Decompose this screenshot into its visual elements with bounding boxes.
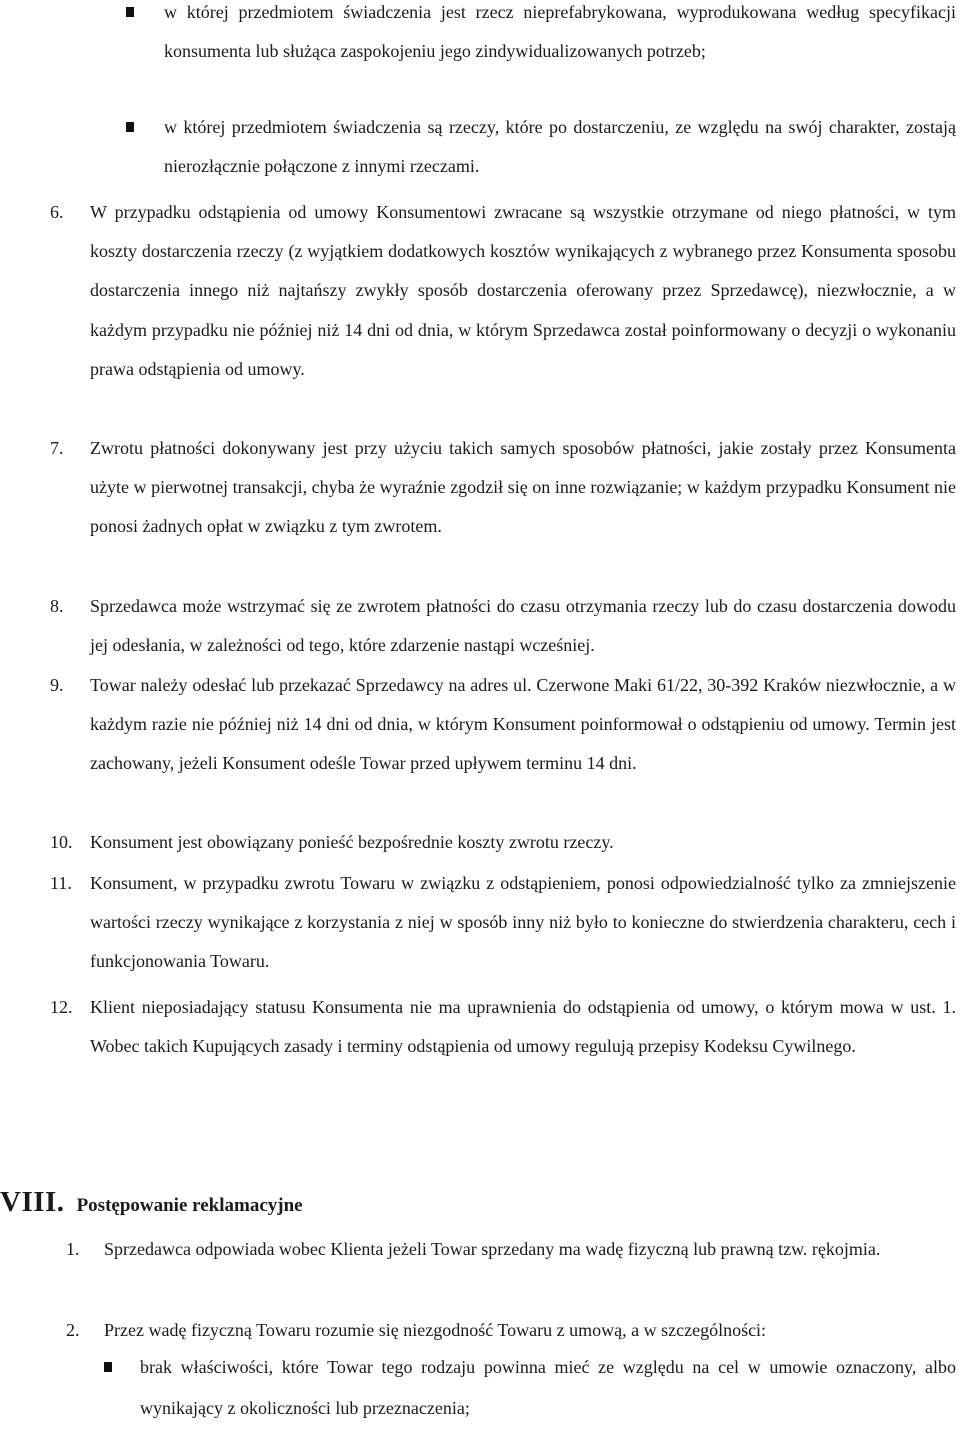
item-text: Towar należy odesłać lub przekazać Sprzedawcy na adres ul. Czerwone Maki 61/22, 30-392 Kraków niezwłocznie, a w każdym razie nie później niż 14 dni od dnia, w którym Konsument poinformował o odstąpieniu od umowy. Termin jest zachowany, jeżeli Konsument odeśle Towar przed upływem terminu 14 dni. [90, 675, 956, 774]
numbered-item-7 [50, 429, 956, 547]
section-item-2 [66, 1310, 956, 1351]
item-number: 10. [50, 832, 73, 852]
bullet-text: brak właściwości, które Towar tego rodzaju powinna mieć ze względu na cel w umowie oznaczony, albo wynikający z okoliczności lub przeznaczenia; [140, 1357, 956, 1418]
item-text: Konsument jest obowiązany ponieść bezpośrednie koszty zwrotu rzeczy. [90, 832, 614, 852]
numbered-item-12 [50, 988, 956, 1066]
section-heading [0, 1186, 303, 1230]
item-text: Klient nieposiadający statusu Konsumenta nie ma uprawnienia do odstąpienia od umowy, o którym mowa w ust. 1. Wobec takich Kupujących zasady i terminy odstąpienia od umowy regulują przepisy Kodeksu Cywilnego. [90, 997, 956, 1057]
item-text: Sprzedawca odpowiada wobec Klienta jeżeli Towar sprzedany ma wadę fizyczną lub prawną tzw. rękojmia. [104, 1239, 881, 1259]
item-text: W przypadku odstąpienia od umowy Konsumentowi zwracane są wszystkie otrzymane od niego płatności, w tym koszty dostarczenia rzeczy (z wyjątkiem dodatkowych kosztów wynikających z wybranego przez Konsumenta sposobu dostarczenia innego niż najtańszy zwykły sposób dostarczenia oferowany przez Sprzedawcę), niezwłocznie, a w każdym przypadku nie później niż 14 dni od dnia, w którym Sprzedawca został poinformowany o decyzji o wykonaniu prawa odstąpienia od umowy. [90, 202, 956, 379]
item-number: 12. [50, 997, 73, 1017]
bullet-text: w której przedmiotem świadczenia są rzeczy, które po dostarczeniu, ze względu na swój charakter, zostają nierozłącznie połączone z innymi rzeczami. [164, 117, 956, 176]
numbered-item-9 [50, 666, 956, 784]
section-item-1 [66, 1229, 956, 1270]
section-number: VIII. [0, 1186, 65, 1218]
item-text: Sprzedawca może wstrzymać się ze zwrotem płatności do czasu otrzymania rzeczy lub do czasu dostarczenia dowodu jej odesłania, w zależności od tego, które zdarzenie nastąpi wcześniej. [90, 596, 956, 656]
item-number: 7. [50, 438, 64, 458]
item-number: 8. [50, 596, 64, 616]
bullet-item [164, 0, 956, 71]
bullet-item [164, 108, 956, 186]
square-bullet-icon [126, 122, 134, 132]
sub-bullet-item [140, 1347, 956, 1429]
item-number: 2. [66, 1320, 80, 1340]
item-number: 6. [50, 202, 64, 222]
item-number: 1. [66, 1239, 80, 1259]
numbered-item-10 [50, 823, 956, 862]
item-number: 9. [50, 675, 64, 695]
bullet-text: w której przedmiotem świadczenia jest rzecz nieprefabrykowana, wyprodukowana według specyfikacji konsumenta lub służąca zaspokojeniu jego zindywidualizowanych potrzeb; [164, 2, 956, 61]
item-text: Przez wadę fizyczną Towaru rozumie się niezgodność Towaru z umową, a w szczególności: [104, 1320, 767, 1340]
item-number: 11. [50, 873, 72, 893]
numbered-item-11 [50, 864, 956, 982]
numbered-item-6 [50, 193, 956, 389]
square-bullet-icon [104, 1362, 112, 1372]
square-bullet-icon [126, 7, 134, 17]
item-text: Konsument, w przypadku zwrotu Towaru w związku z odstąpieniem, ponosi odpowiedzialność tylko za zmniejszenie wartości rzeczy wynikające z korzystania z niej w sposób inny niż było to konieczne do stwierdzenia charakteru, cech i funkcjonowania Towaru. [90, 873, 956, 972]
item-text: Zwrotu płatności dokonywany jest przy użyciu takich samych sposobów płatności, jakie zostały przez Konsumenta użyte w pierwotnej transakcji, chyba że wyraźnie zgodził się on inne rozwiązanie; w każdym przypadku Konsument nie ponosi żadnych opłat w związku z tym zwrotem. [90, 438, 956, 537]
section-title: Postępowanie reklamacyjne [76, 1195, 303, 1216]
numbered-item-8 [50, 587, 956, 665]
